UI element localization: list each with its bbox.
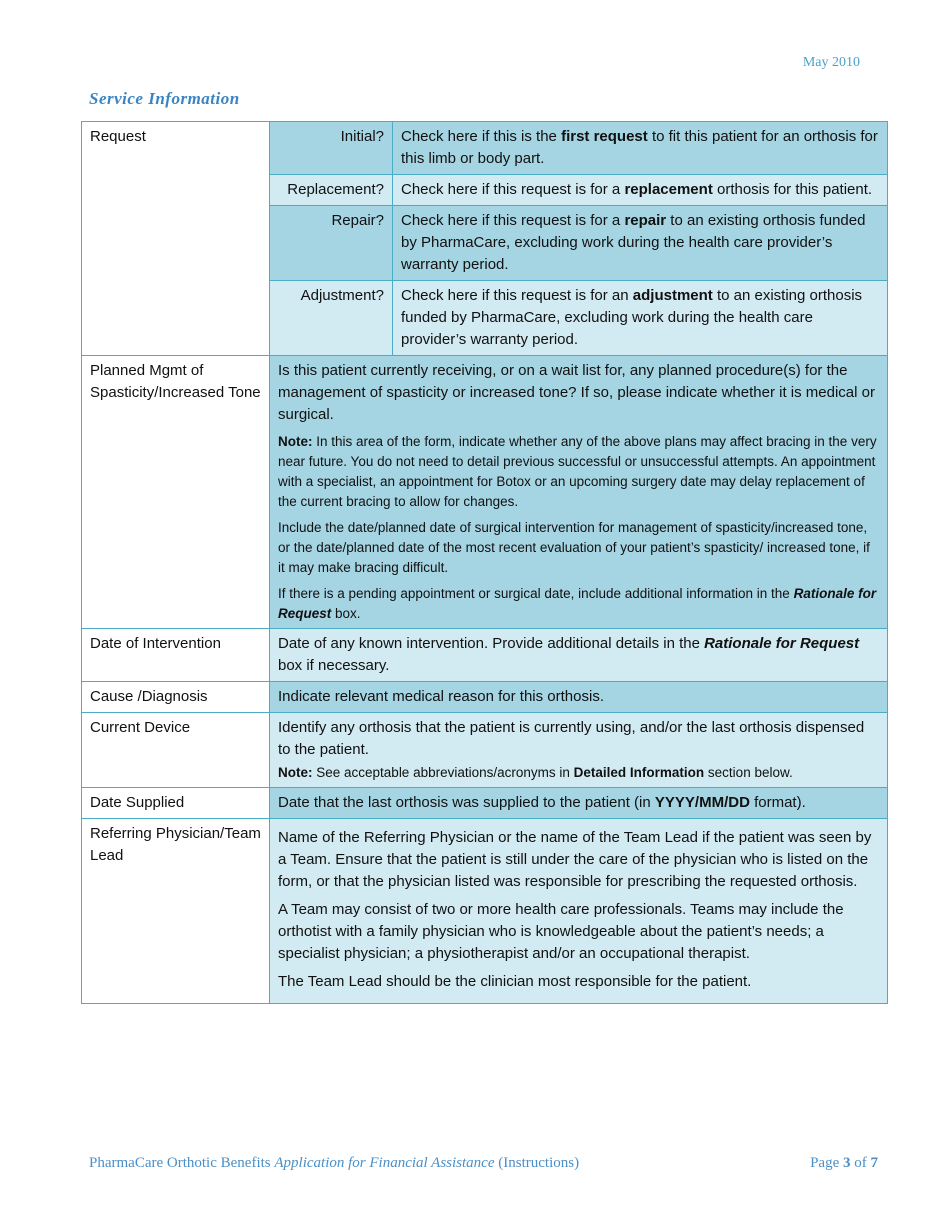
referring-physician-desc xyxy=(270,819,888,1004)
repair-option-label: Repair? xyxy=(270,206,393,281)
adjustment-option-label: Adjustment? xyxy=(270,281,393,356)
referring-physician-label: Referring Physician/Team Lead xyxy=(82,819,270,1004)
repair-option-desc: Check here if this request is for a repair to an existing orthosis funded by PharmaCare, excluding work during the health care provider’s warranty period. xyxy=(393,206,888,281)
date-of-intervention-label: Date of Intervention xyxy=(82,629,270,682)
adjustment-option-desc: Check here if this request is for an adjustment to an existing orthosis funded by PharmaCare, excluding work during the health care provider’s warranty period. xyxy=(393,281,888,356)
initial-option-desc: Check here if this is the first request to fit this patient for an orthosis for this limb or body part. xyxy=(393,122,888,175)
current-device-text: Identify any orthosis that the patient is currently using, and/or the last orthosis dispensed to the patient. xyxy=(278,719,865,758)
table-row xyxy=(82,682,888,713)
table-row xyxy=(82,819,888,1004)
referring-p1: Name of the Referring Physician or the name of the Team Lead if the patient was seen by a Team. Ensure that the patient is still under the care of the physician who is listed on the form, or that the physician listed was responsible for prescribing the requested orthosis. xyxy=(278,829,872,890)
table-row xyxy=(82,788,888,819)
referring-p3: The Team Lead should be the clinician most responsible for the patient. xyxy=(278,973,752,990)
replacement-option-desc: Check here if this request is for a replacement orthosis for this patient. xyxy=(393,175,888,206)
referring-p2: A Team may consist of two or more health care professionals. Teams may include the orthotist with a family physician who is knowledgeable about the patient’s needs; a specialist physician; a physiotherapist and/or an occupational therapist. xyxy=(278,901,844,962)
section-title: Service Information xyxy=(89,89,240,108)
table-row xyxy=(82,356,888,629)
date-of-intervention-desc: Date of any known intervention. Provide additional details in the Rationale for Request box if necessary. xyxy=(270,629,888,682)
table-row xyxy=(82,122,888,175)
header-date: May 2010 xyxy=(802,55,860,70)
planned-include: Include the date/planned date of surgical intervention for management of spasticity/increased tone, or the date/planned date of the most recent evaluation of your patient’s spasticity/ increased tone, if it may make bracing difficult. xyxy=(278,520,870,575)
footer-page-number: Page 3 of 7 xyxy=(810,1155,878,1171)
initial-option-label: Initial? xyxy=(270,122,393,175)
date-supplied-label: Date Supplied xyxy=(82,788,270,819)
cause-diagnosis-desc: Indicate relevant medical reason for this orthosis. xyxy=(270,682,888,713)
planned-question: Is this patient currently receiving, or on a wait list for, any planned procedure(s) for the management of spasticity or increased tone? If so, please indicate whether it is medical or surgical. xyxy=(278,362,875,423)
table-row xyxy=(82,629,888,682)
date-supplied-desc: Date that the last orthosis was supplied to the patient (in YYYY/MM/DD format). xyxy=(270,788,888,819)
current-device-note: Note: See acceptable abbreviations/acronyms in Detailed Information section below. xyxy=(278,765,793,780)
cause-diagnosis-label: Cause /Diagnosis xyxy=(82,682,270,713)
replacement-option-label: Replacement? xyxy=(270,175,393,206)
service-information-table xyxy=(81,121,888,1004)
table-row xyxy=(82,713,888,788)
current-device-desc xyxy=(270,713,888,788)
planned-mgmt-label: Planned Mgmt of Spasticity/Increased Tone xyxy=(82,356,270,629)
footer-document-title: PharmaCare Orthotic Benefits Application for Financial Assistance (Instructions) xyxy=(89,1155,580,1171)
current-device-label: Current Device xyxy=(82,713,270,788)
planned-note: Note: In this area of the form, indicate whether any of the above plans may affect bracing in the very near future. You do not need to detail previous successful or unsuccessful attempts. An appointment with a specialist, an appointment for Botox or an upcoming surgery date may delay replacement of the current bracing to allow for changes. xyxy=(278,434,877,509)
planned-pending: If there is a pending appointment or surgical date, include additional information in the Rationale for Request box. xyxy=(278,586,877,621)
request-label: Request xyxy=(82,122,270,356)
planned-mgmt-desc xyxy=(270,356,888,629)
